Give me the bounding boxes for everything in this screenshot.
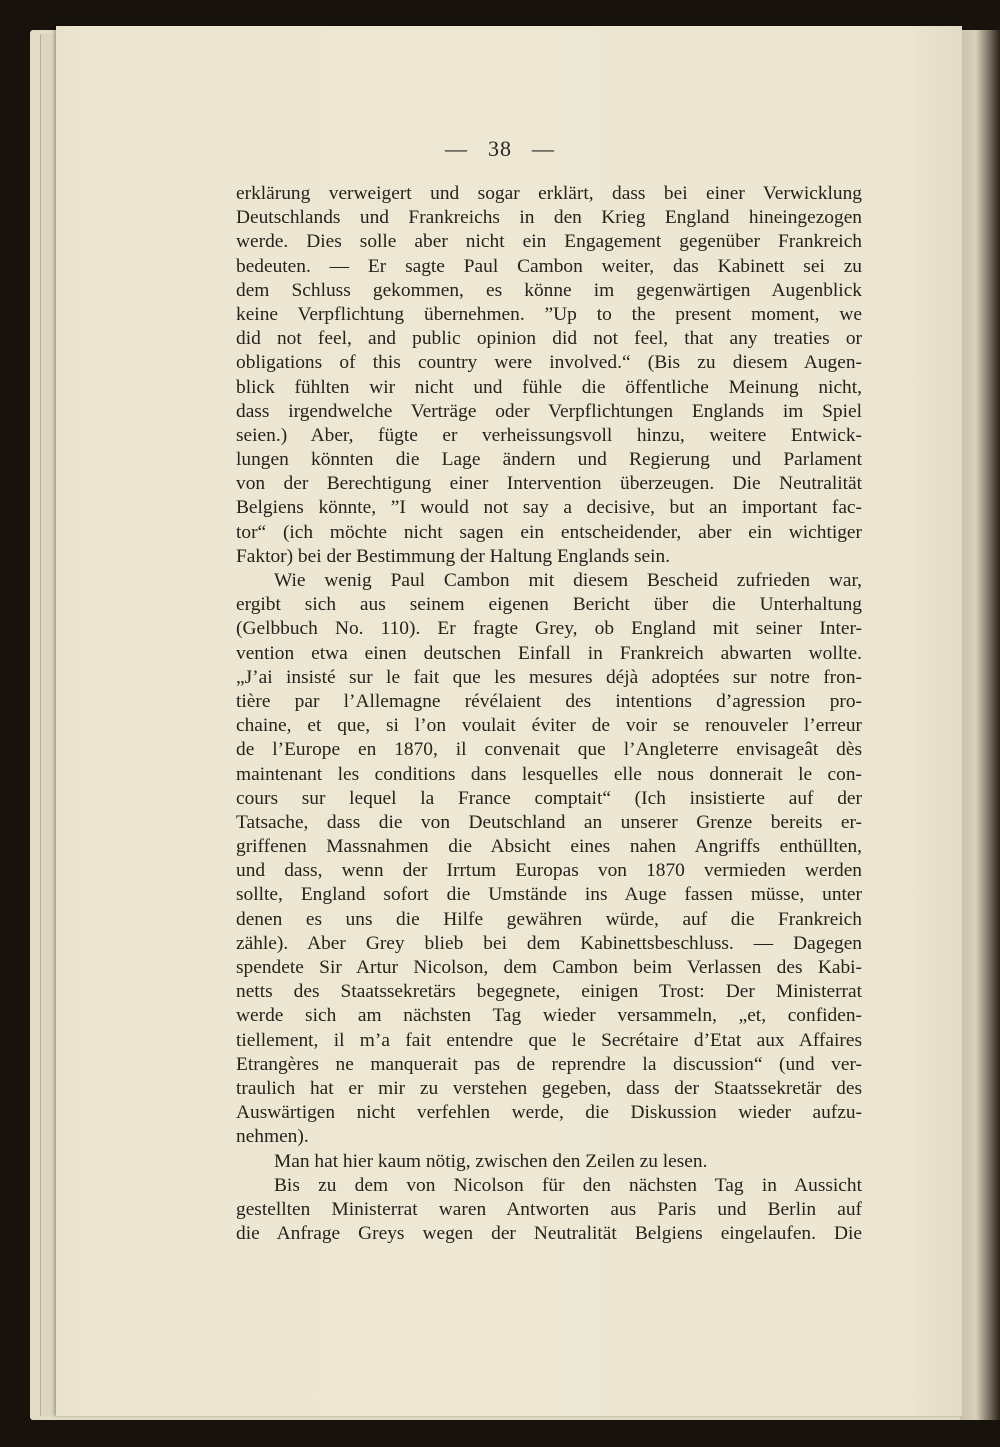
text-line: tiellement, il m’a fait entendre que le Secrétaire d’Etat aux Affaires — [236, 1029, 862, 1051]
text-line: ergibt sich aus seinem eigenen Bericht über die Unterhaltung — [236, 594, 862, 616]
text-line: vention etwa einen deutschen Einfall in Frankreich abwarten wollte. — [236, 642, 862, 664]
page-number-header — [0, 136, 1000, 162]
text-line: zähle). Aber Grey blieb bei dem Kabinettsbeschluss. — Dagegen — [236, 932, 862, 954]
text-line: (Gelbbuch No. 110). Er fragte Grey, ob England mit seiner Inter- — [236, 618, 862, 640]
text-line: und dass, wenn der Irrtum Europas von 1870 vermieden werden — [236, 860, 862, 882]
text-line: obligations of this country were involved.“ (Bis zu diesem Augen- — [236, 352, 862, 374]
text-line: die Anfrage Greys wegen der Neutralität Belgiens eingelaufen. Die — [236, 1223, 862, 1245]
text-line: keine Verpflichtung übernehmen. ”Up to the present moment, we — [236, 303, 862, 325]
text-line: seien.) Aber, fügte er verheissungsvoll hinzu, weitere Entwick- — [236, 424, 862, 446]
text-line: Etrangères ne manquerait pas de reprendre la discussion“ (und ver- — [236, 1053, 862, 1075]
text-line: sollte, England sofort die Umstände ins Auge fassen müsse, unter — [236, 884, 862, 906]
text-line: tière par l’Allemagne révélaient des intentions d’agression pro- — [236, 690, 862, 712]
text-line: Deutschlands und Frankreichs in den Krieg England hineingezogen — [236, 207, 862, 229]
text-line: bedeuten. — Er sagte Paul Cambon weiter, das Kabinett sei zu — [236, 255, 862, 277]
text-line: Auswärtigen nicht verfehlen werde, die Diskussion wieder aufzu- — [236, 1102, 862, 1124]
page-number-dash-left: — — [445, 136, 468, 161]
text-line: werde sich am nächsten Tag wieder versammeln, „et, confiden- — [236, 1005, 862, 1027]
text-line: netts des Staatssekretärs begegnete, einigen Trost: Der Ministerrat — [236, 981, 862, 1003]
text-line: Man hat hier kaum nötig, zwischen den Zeilen zu lesen. — [274, 1150, 708, 1172]
text-line: Bis zu dem von Nicolson für den nächsten Tag in Aussicht — [274, 1174, 862, 1196]
text-line: werde. Dies solle aber nicht ein Engagement gegenüber Frankreich — [236, 231, 862, 253]
text-line: chaine, et que, si l’on voulait éviter de voir se renouveler l’erreur — [236, 715, 862, 737]
text-line: dass irgendwelche Verträge oder Verpflichtungen Englands im Spiel — [236, 400, 862, 422]
text-line: nehmen). — [236, 1126, 309, 1148]
page-number-dash-right: — — [532, 136, 555, 161]
text-line: spendete Sir Artur Nicolson, dem Cambon beim Verlassen des Kabi- — [236, 957, 862, 978]
body-text — [236, 182, 862, 1246]
text-line: Wie wenig Paul Cambon mit diesem Bescheid zufrieden war, — [274, 570, 862, 591]
text-line: Tatsache, dass die von Deutschland an unserer Grenze bereits er- — [236, 811, 862, 833]
text-line: dem Schluss gekommen, es könne im gegenwärtigen Augenblick — [236, 279, 862, 301]
text-line: denen es uns die Hilfe gewähren würde, auf die Frankreich — [236, 908, 862, 930]
text-line: Faktor) bei der Bestimmung der Haltung Englands sein. — [236, 545, 671, 567]
text-line: cours sur lequel la France comptait“ (Ich insistierte auf der — [236, 787, 862, 809]
book-right-edge — [960, 30, 1000, 1420]
text-line: lungen könnten die Lage ändern und Regierung und Parlament — [236, 449, 862, 471]
text-line: Belgiens könnte, ”I would not say a decisive, but an important fac- — [236, 497, 862, 519]
text-line: traulich hat er mir zu verstehen gegeben, dass der Staatssekretär des — [236, 1077, 862, 1099]
text-line: griffenen Massnahmen die Absicht eines nahen Angriffs enthüllten, — [236, 836, 862, 858]
text-line: blick fühlten wir nicht und fühle die öffentliche Meinung nicht, — [236, 376, 862, 398]
text-line: von der Berechtigung einer Intervention überzeugen. Die Neutralität — [236, 473, 862, 495]
page-number: 38 — [488, 136, 512, 161]
text-line: did not feel, and public opinion did not feel, that any treaties or — [236, 328, 862, 350]
text-line: maintenant les conditions dans lesquelles elle nous donnerait le con- — [236, 763, 862, 785]
text-line: tor“ (ich möchte nicht sagen ein entscheidender, aber ein wichtiger — [236, 521, 862, 543]
text-line: gestellten Ministerrat waren Antworten aus Paris und Berlin auf — [236, 1198, 862, 1220]
text-line: de l’Europe en 1870, il convenait que l’Angleterre envisageât dès — [236, 739, 862, 761]
text-line: erklärung verweigert und sogar erklärt, dass bei einer Verwicklung — [236, 183, 862, 204]
text-line: „J’ai insisté sur le fait que les mesures déjà adoptées sur notre fron- — [236, 666, 862, 688]
